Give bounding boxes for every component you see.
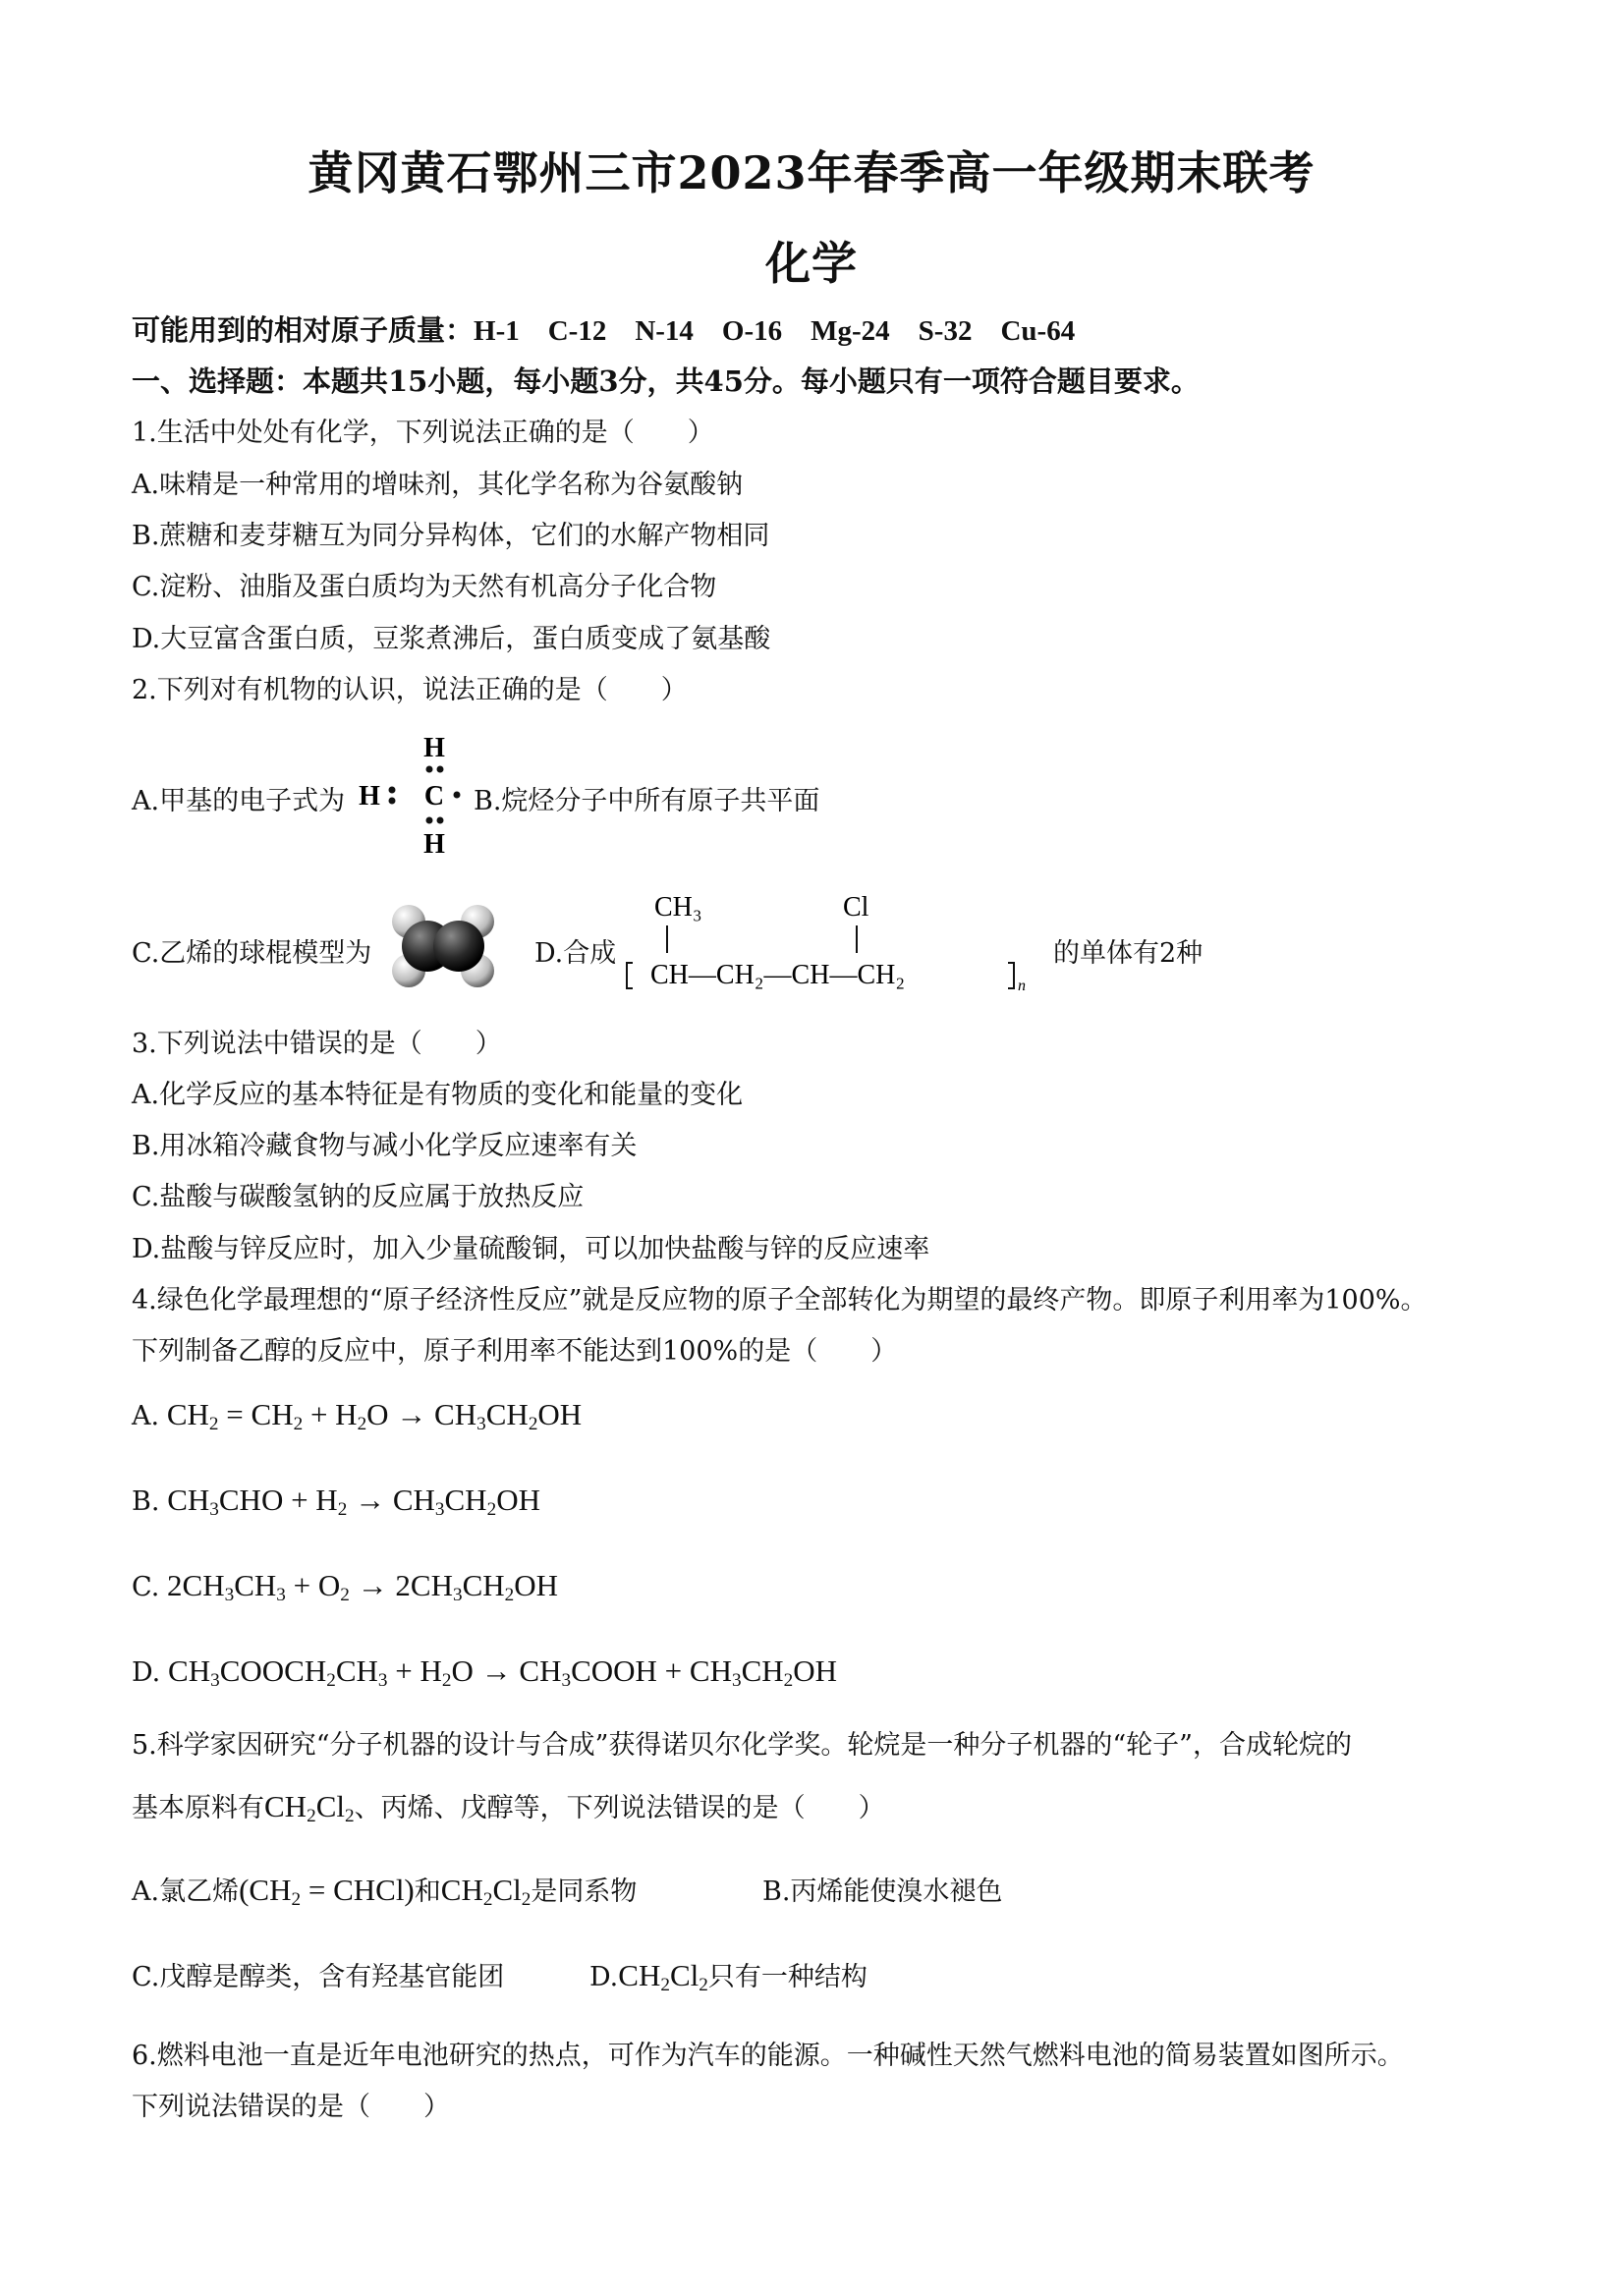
methyl-electron-formula	[356, 725, 464, 863]
polymer-chain: CH—CH₂—CH—CH₂	[650, 960, 906, 990]
q6-stem-line2: 下列说法错误的是（ ）	[132, 2092, 450, 2122]
q4-option-c	[132, 1568, 558, 1606]
q1-stem: 1.生活中处处有化学，下列说法正确的是（ ）	[132, 418, 714, 448]
q2-option-a-label: A.甲基的电子式为	[132, 786, 346, 816]
q3-option-b: B.用冰箱冷藏食物与减小化学反应速率有关	[132, 1131, 638, 1161]
q5-option-b: B.丙烯能使溴水褪色	[762, 1876, 1003, 1907]
q4-option-a-label: A.	[132, 1401, 160, 1431]
q4-option-b-equation: $CH_3CHO + H_2 \to CH_3CH_2OH$	[159, 1483, 540, 1520]
q4-stem-line2: 下列制备乙醇的反应中，原子利用率不能达到100%的是（ ）	[132, 1336, 898, 1367]
q2-option-d-suffix: 的单体有2种	[1053, 938, 1203, 969]
q2-stem: 2.下列对有机物的认识，说法正确的是（ ）	[132, 675, 688, 705]
q5-option-c: C.戊醇是醇类，含有羟基官能团	[132, 1962, 505, 1992]
q5-stem-pre: 基本原料有	[132, 1793, 264, 1823]
q3-stem: 3.下列说法中错误的是（ ）	[132, 1029, 502, 1059]
q5-option-d-pre: D.	[589, 1962, 619, 1992]
q5-option-a-mid: 和	[414, 1876, 441, 1907]
q4-option-c-label: C.	[132, 1572, 160, 1602]
q5-option-a-pre: A.氯乙烯	[132, 1876, 240, 1907]
q4-option-c-equation: $2CH_3CH_3 + O_2 \to 2CH_3CH_2OH$	[159, 1568, 559, 1605]
q5-option-d	[589, 1955, 867, 1996]
q5-option-a	[132, 1870, 637, 1911]
q1-option-d: D.大豆富含蛋白质，豆浆煮沸后，蛋白质变成了氨基酸	[132, 624, 771, 654]
electron-h-left: H	[359, 781, 380, 812]
q2-option-d-label: D.合成	[534, 938, 617, 969]
polymer-methyl: CH₃	[654, 892, 702, 923]
q2-option-b: B.烷烃分子中所有原子共平面	[474, 786, 820, 816]
atomic-mass-label: 可能用到的相对原子质量：	[132, 313, 475, 347]
q4-option-b	[132, 1483, 540, 1521]
q4-option-a-equation: $CH_2 = CH_2 + H_2O \to CH_3CH_2OH$	[159, 1397, 583, 1434]
subject-title: 化学	[765, 237, 858, 290]
polymer-chlorine: Cl	[843, 892, 869, 923]
q5-stem-line1: 5.科学家因研究“分子机器的设计与合成”获得诺贝尔化学奖。轮烷是一种分子机器的“轮子”，合成轮烷的	[132, 1730, 1352, 1761]
q4-option-d-label: D.	[132, 1657, 161, 1688]
q4-option-b-label: B.	[132, 1486, 160, 1517]
q5-vinyl-chloride-formula: ($CH_2$ = CHCl)	[239, 1873, 415, 1910]
q3-option-c: C.盐酸与碳酸氢钠的反应属于放热反应	[132, 1182, 585, 1212]
atomic-mass-values: H-1 C-12 N-14 O-16 Mg-24 S-32 Cu-64	[474, 315, 1076, 347]
ethylene-ball-stick-model-icon	[385, 902, 501, 990]
q1-option-b: B.蔗糖和麦芽糖互为同分异构体，它们的水解产物相同	[132, 521, 770, 551]
q5-option-d-post: 只有一种结构	[707, 1962, 867, 1992]
q1-option-c: C.淀粉、油脂及蛋白质均为天然有机高分子化合物	[132, 572, 717, 602]
polymer-n: n	[1018, 978, 1026, 994]
q6-stem-line1: 6.燃料电池一直是近年电池研究的热点，可作为汽车的能源。一种碱性天然气燃料电池的简易装置如图所示。	[132, 2041, 1404, 2071]
electron-h-bottom: H	[423, 829, 445, 860]
polymer-structure	[621, 882, 1053, 1000]
electron-c: C	[423, 781, 445, 812]
q4-stem-line1: 4.绿色化学最理想的“原子经济性反应”就是反应物的原子全部转化为期望的最终产物。即原子利用率为100%。	[132, 1285, 1427, 1316]
q3-option-a: A.化学反应的基本特征是有物质的变化和能量的变化	[132, 1080, 744, 1110]
q5-option-a-post: 是同系物	[531, 1876, 638, 1907]
q5-stem-post: 、丙烯、戊醇等，下列说法错误的是（ ）	[354, 1793, 885, 1823]
q3-option-d: D.盐酸与锌反应时，加入少量硫酸铜，可以加快盐酸与锌的反应速率	[132, 1234, 930, 1264]
q4-option-d-equation: $CH_3COOCH_2CH_3 + H_2O$ → $CH_3COOH + CH_3CH_2OH$	[160, 1653, 838, 1691]
q5-option-a-ch2cl2: $CH_2Cl_2$	[440, 1873, 532, 1910]
section-instruction: 一、选择题：本题共15小题，每小题3分，共45分。每小题只有一项符合题目要求。	[132, 364, 1200, 398]
q2-option-c-label: C.乙烯的球棍模型为	[132, 938, 372, 969]
q4-option-a	[132, 1397, 582, 1435]
q5-option-d-ch2cl2: $CH_2Cl_2$	[618, 1958, 708, 1995]
q5-stem-line2	[132, 1786, 885, 1827]
q5-dichloromethane: $CH_2Cl_2$	[264, 1789, 355, 1826]
electron-h-top: H	[423, 733, 445, 763]
q1-option-a: A.味精是一种常用的增味剂，其化学名称为谷氨酸钠	[132, 470, 744, 500]
q4-option-d	[132, 1653, 837, 1692]
exam-title: 黄冈黄石鄂州三市2023年春季高一年级期末联考	[308, 146, 1315, 199]
atomic-mass-line	[132, 308, 1075, 349]
